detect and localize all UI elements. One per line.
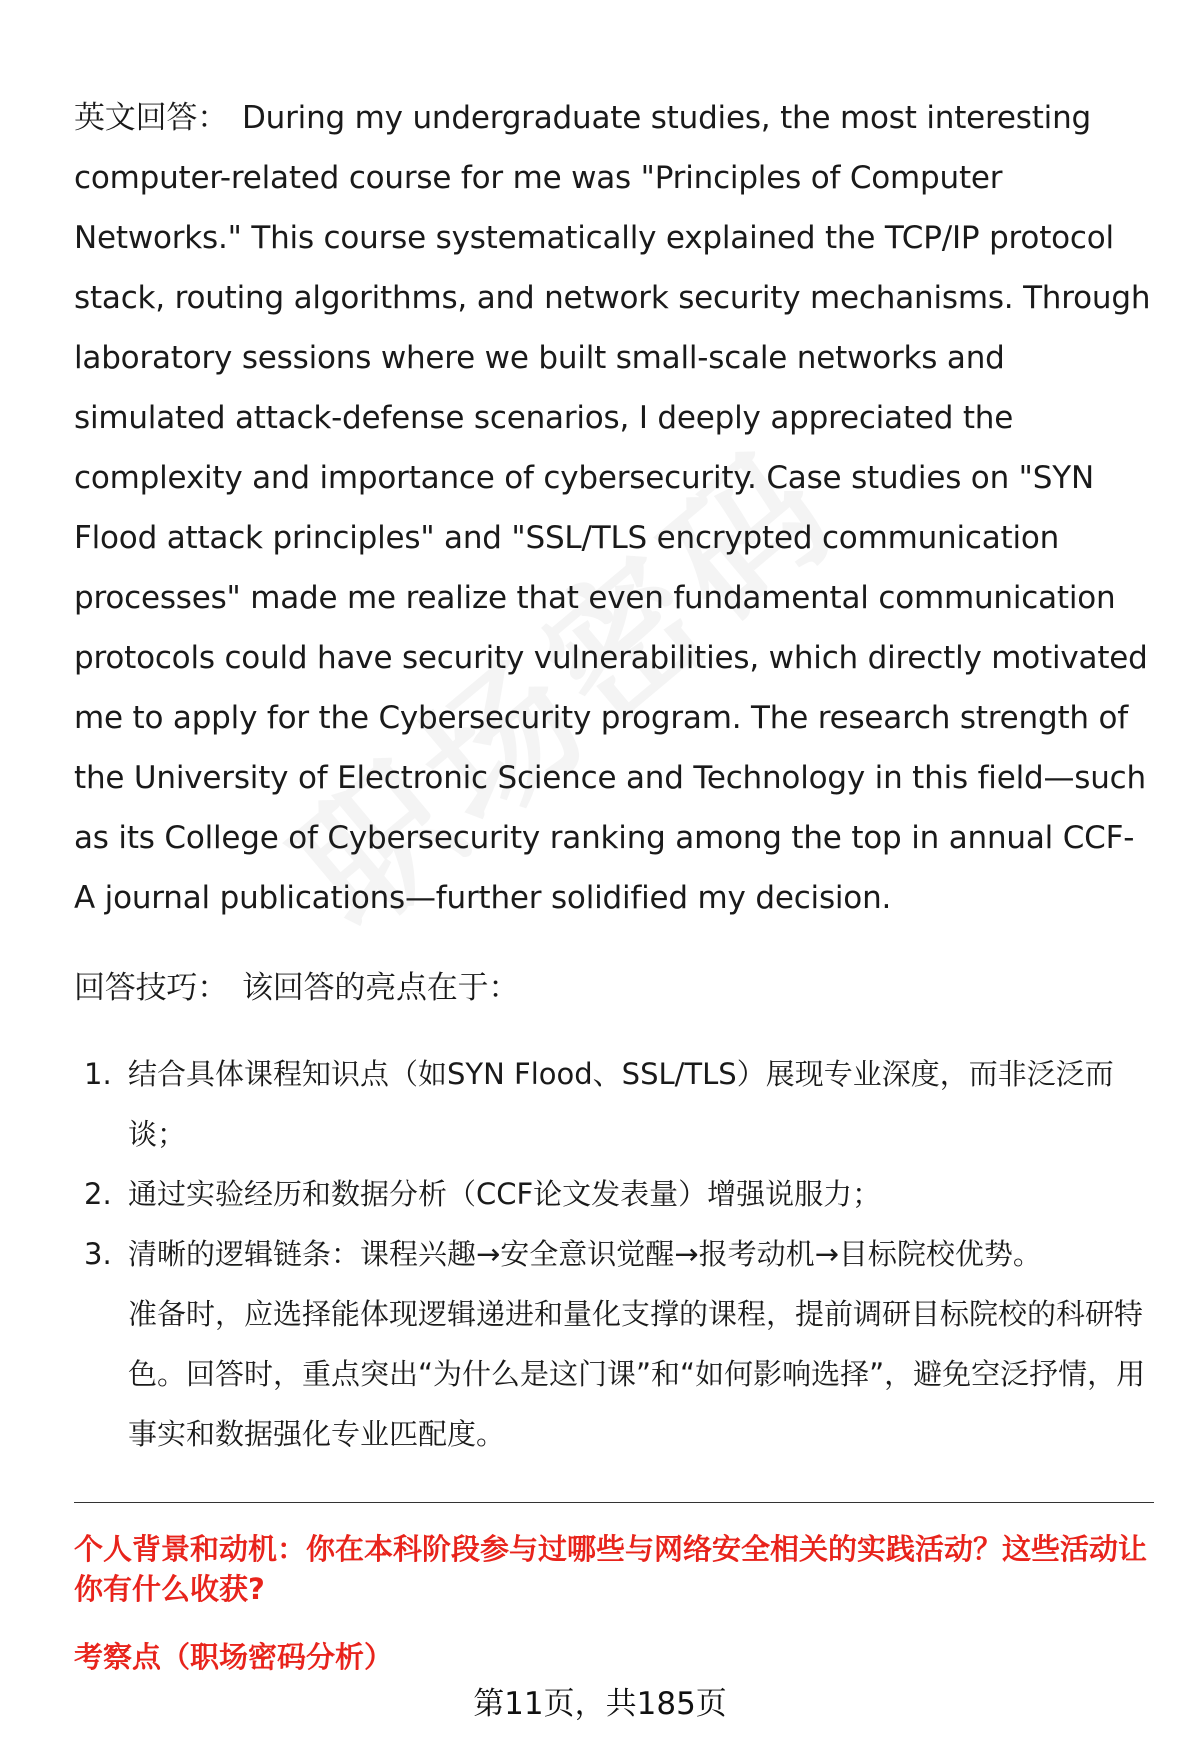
- exam-point-subheading: 考察点（职场密码分析）: [74, 1640, 394, 1674]
- answer-tips-heading: [74, 958, 1154, 1018]
- tips-list-item: [74, 1224, 1154, 1284]
- tips-list: [74, 1044, 1154, 1284]
- tips-list-number: 2.: [84, 1177, 112, 1211]
- tips-list-number: 1.: [84, 1057, 112, 1091]
- english-answer-label: 英文回答：: [74, 100, 228, 136]
- document-body: [74, 88, 1154, 1677]
- page-number-footer: 第11页，共185页: [473, 1686, 727, 1722]
- tips-list-text: 通过实验经历和数据分析（CCF论文发表量）增强说服力；: [128, 1177, 882, 1211]
- tips-followup-paragraph: 准备时，应选择能体现逻辑递进和量化支撑的课程，提前调研目标院校的科研特色。回答时，重点突出“为什么是这门课”和“如何影响选择”，避免空泛抒情，用事实和数据强化专业匹配度。: [128, 1297, 1146, 1451]
- tips-list-item: [74, 1164, 1154, 1224]
- next-question-heading: 个人背景和动机：你在本科阶段参与过哪些与网络安全相关的实践活动？这些活动让你有什么收获?: [74, 1532, 1148, 1606]
- section-divider: [74, 1502, 1154, 1503]
- tips-list-text: 结合具体课程知识点（如SYN Flood、SSL/TLS）展现专业深度，而非泛泛而谈；: [128, 1057, 1114, 1151]
- tips-list-text: 清晰的逻辑链条：课程兴趣→安全意识觉醒→报考动机→目标院校优势。: [128, 1237, 1042, 1271]
- english-answer-paragraph: [74, 88, 1154, 928]
- english-answer-text: During my undergraduate studies, the most interesting computer-related course for me was "Principles of Computer Networks." This course systematically explained the TCP/IP protocol stack, routing algorithms, and network security mechanisms. Through laboratory sessions where we built small-scale networks and simulated attack-defense scenarios, I deeply appreciated the complexity and importance of cybersecurity. Case studies on "SYN Flood attack principles" and "SSL/TLS encrypted communication processes" made me realize that even fundamental communication protocols could have security vulnerabilities, which directly motivated me to apply for the Cybersecurity program. The research strength of the University of Electronic Science and Technology in this field—such as its College of Cybersecurity ranking among the top in annual CCF-A journal publications—further solidified my decision.: [74, 100, 1151, 916]
- tips-list-item: [74, 1044, 1154, 1164]
- tips-list-number: 3.: [84, 1237, 112, 1271]
- answer-tips-intro: 该回答的亮点在于：: [242, 970, 520, 1006]
- answer-tips-label: 回答技巧：: [74, 970, 228, 1006]
